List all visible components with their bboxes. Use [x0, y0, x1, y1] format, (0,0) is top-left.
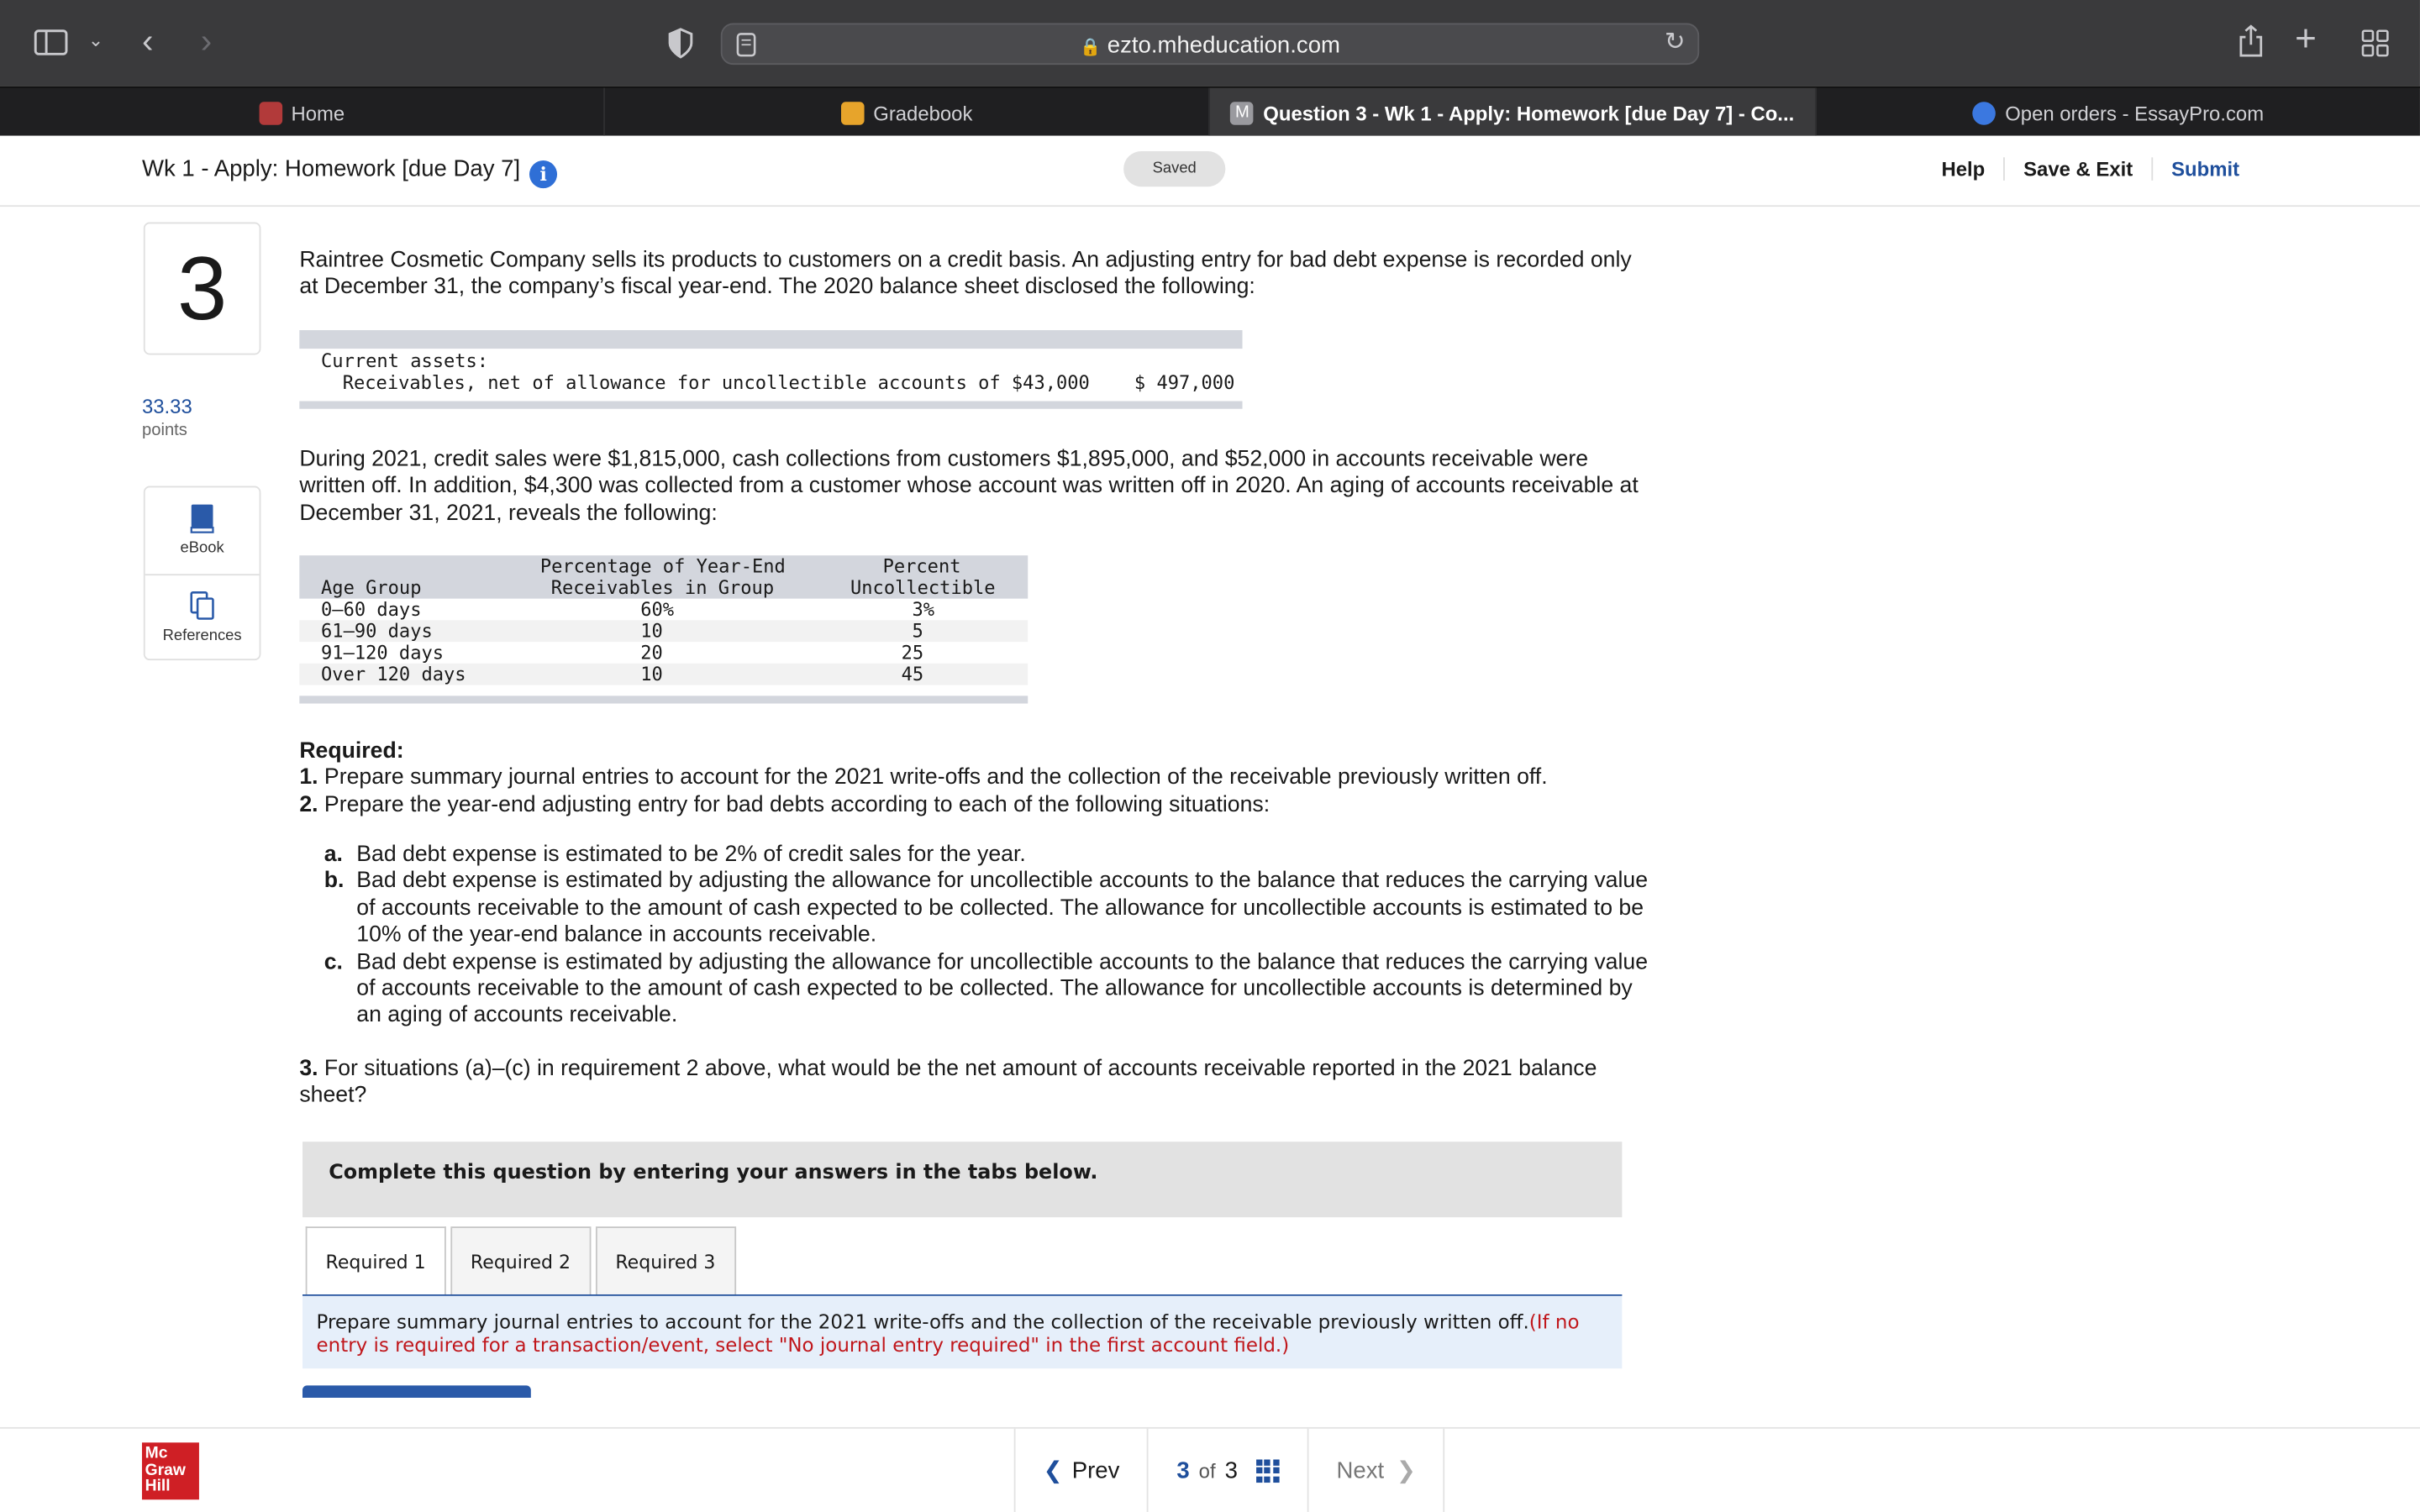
sub-text: Bad debt expense is estimated to be 2% of credit sales for the year.: [356, 842, 1026, 868]
pagination: [1014, 1429, 1445, 1512]
required-1: [299, 766, 1642, 793]
table-row: [299, 664, 1028, 685]
bs-line1: Current assets:: [321, 349, 489, 372]
aging-group: 0–60 days: [321, 598, 422, 621]
points-value: 33.33: [141, 395, 192, 418]
tab-gradebook[interactable]: [605, 88, 1210, 138]
references-button[interactable]: [145, 574, 260, 660]
aging-pct: 20: [640, 642, 663, 664]
page-of: of: [1198, 1458, 1216, 1483]
resource-rail: [144, 486, 261, 661]
grid-icon[interactable]: [1256, 1459, 1280, 1483]
tab-label: Gradebook: [873, 101, 973, 124]
assignment-title: [142, 156, 557, 189]
tab-label: Home: [291, 101, 345, 124]
aging-table: [299, 555, 1028, 703]
aging-uncoll: 25: [901, 642, 924, 664]
prev-button[interactable]: [1014, 1429, 1148, 1512]
info-icon[interactable]: i: [529, 160, 557, 188]
table-row: [299, 599, 1028, 621]
required-2: [299, 793, 1642, 820]
submit-link[interactable]: Submit: [2151, 157, 2258, 181]
sidebar-toggle-icon[interactable]: [34, 29, 67, 55]
complete-banner: Complete this question by entering your answers in the tabs below.: [302, 1142, 1622, 1217]
list-item: [324, 950, 1652, 1031]
sub-text: Bad debt expense is estimated by adjusting the allowance for uncollectible accounts to the balance that reduces the carrying value of accounts receivable to the amount of cash expected to be collected. The allowance for uncollectible accounts is determined by an aging of accounts receivable.: [356, 949, 1649, 1029]
tab-question-3[interactable]: [1210, 88, 1817, 138]
aging-uncoll: 45: [901, 663, 924, 685]
assignment-title-text: Wk 1 - Apply: Homework [due Day 7]: [141, 155, 521, 182]
bs-line2: Receivables, net of allowance for uncollectible accounts of $43,000: [342, 371, 1090, 394]
table-row: [299, 372, 1242, 394]
bs-value: $ 497,000: [1134, 371, 1235, 394]
assignment-header: [0, 136, 2420, 207]
logo-line: Graw: [145, 1460, 186, 1479]
aging-col3-header-b: Uncollectible: [850, 576, 996, 599]
aging-uncoll: 5: [912, 620, 923, 643]
lock-icon: 🔒: [1079, 38, 1102, 57]
aging-pct: 60%: [640, 598, 675, 621]
aging-group: 61–90 days: [321, 620, 433, 643]
aging-group: 91–120 days: [321, 642, 445, 664]
logo-line: Mc: [145, 1444, 168, 1463]
tab-essaypro[interactable]: [1817, 88, 2420, 138]
saved-badge: Saved: [1123, 151, 1225, 186]
points-label: points: [141, 421, 187, 440]
book-icon: [188, 503, 216, 534]
mheducation-favicon-icon: M: [1231, 101, 1255, 124]
ebook-label: eBook: [180, 539, 224, 558]
aging-col1-header: Age Group: [321, 576, 422, 599]
table-top-bar: [299, 330, 1242, 349]
req-num: 1.: [299, 765, 318, 791]
next-label: Next: [1336, 1457, 1385, 1483]
required-section: [299, 739, 1642, 820]
tab-label: Question 3 - Wk 1 - Apply: Homework [due Day 7] - Co...: [1263, 101, 1795, 124]
req-num: 3.: [299, 1057, 318, 1082]
points: [142, 395, 192, 439]
required-label: Required:: [299, 738, 404, 764]
question-para2: During 2021, credit sales were $1,815,000, cash collections from customers $1,895,000, and $52,000 in accounts receivable were written off. In addition, $4,300 was collected from a customer whose account was written off in 2020. An aging of accounts receivable at December 31, 2021, reveals the following:: [299, 447, 1639, 526]
reload-icon[interactable]: ↻: [1665, 29, 1686, 56]
ebook-button[interactable]: [145, 487, 260, 574]
table-row: [299, 642, 1028, 664]
sub-text: Bad debt expense is estimated by adjusting the allowance for uncollectible accounts to the balance that reduces the carrying value of accounts receivable to the amount of cash expected to be collected. The allowance for uncollectible accounts is estimated to be 10% of the year-end balance in accounts receivable.: [356, 869, 1649, 948]
aging-col2-header-b: Receivables in Group: [550, 576, 775, 599]
total-pages: 3: [1224, 1457, 1238, 1483]
back-icon[interactable]: ‹: [141, 21, 154, 60]
aging-col3-header-a: Percent: [882, 555, 961, 577]
help-link[interactable]: Help: [1941, 157, 1986, 181]
instruction-note: (If no entry is required for a transaction/event, select "No journal entry required" in the first account field.): [316, 1310, 1580, 1356]
gradebook-favicon-icon: [841, 101, 865, 124]
home-favicon-icon: [259, 101, 282, 124]
sub-letter: b.: [324, 869, 345, 895]
aging-header: [299, 555, 1028, 598]
question-number: 3: [144, 222, 261, 354]
header-actions: [1923, 157, 2258, 181]
essaypro-favicon-icon: [1973, 101, 1996, 124]
prev-label: Prev: [1071, 1457, 1120, 1483]
browser-tabs: [0, 87, 2420, 136]
question-intro: Raintree Cosmetic Company sells its products to customers on a credit basis. An adjusting entry for bad debt expense is recorded only at December 31, the company’s fiscal year-end. The 2020 balance sheet disclosed the following:: [299, 248, 1632, 301]
current-page: 3: [1176, 1457, 1190, 1483]
situations-list: [324, 843, 1652, 1031]
mcgraw-hill-logo: [142, 1442, 199, 1499]
next-button[interactable]: [1307, 1429, 1445, 1512]
tab-required-1[interactable]: Required 1: [306, 1226, 446, 1296]
tab-label: Open orders - EssayPro.com: [2005, 101, 2265, 124]
references-label: References: [162, 627, 242, 645]
req2-text: Prepare the year-end adjusting entry for bad debts according to each of the following situations:: [324, 792, 1270, 818]
table-bottom-bar: [299, 402, 1242, 409]
shield-icon[interactable]: [668, 28, 692, 59]
table-row: [299, 350, 1242, 372]
sub-letter: c.: [324, 949, 343, 975]
references-icon: [188, 591, 216, 622]
required-3: [299, 1057, 1642, 1110]
balance-sheet-table: [299, 330, 1242, 409]
list-item: [324, 843, 1652, 869]
instruction-box: [302, 1296, 1622, 1368]
chevron-left-icon: ❮: [1043, 1457, 1063, 1484]
instruction-text: Prepare summary journal entries to account for the 2021 write-offs and the collection of the receivable previously written off.: [316, 1310, 1529, 1333]
browser-toolbar: [0, 0, 2420, 87]
save-exit-link[interactable]: Save & Exit: [2003, 157, 2151, 181]
required-tabs: [306, 1226, 736, 1296]
share-icon[interactable]: [2238, 24, 2264, 58]
chevron-down-icon[interactable]: ⌄: [87, 29, 104, 51]
aging-uncoll: 3%: [912, 598, 935, 621]
url-text: [723, 29, 1698, 59]
list-item: [324, 869, 1652, 950]
new-tab-icon[interactable]: +: [2295, 18, 2317, 60]
address-bar[interactable]: [721, 24, 1699, 66]
aging-pct: 10: [640, 663, 663, 685]
tab-required-3[interactable]: Required 3: [595, 1226, 735, 1296]
table-bottom-bar: [299, 696, 1028, 703]
journal-worksheet-button[interactable]: [302, 1385, 531, 1398]
forward-icon[interactable]: ›: [200, 21, 213, 60]
tab-home[interactable]: [0, 88, 605, 138]
chevron-right-icon: ❯: [1396, 1457, 1416, 1484]
req3-text: For situations (a)–(c) in requirement 2 above, what would be the net amount of accounts receivable reported in the 2021 balance sheet?: [299, 1057, 1597, 1109]
tab-required-2[interactable]: Required 2: [450, 1226, 591, 1296]
logo-line: Hill: [145, 1476, 171, 1495]
sub-letter: a.: [324, 842, 343, 868]
req1-text: Prepare summary journal entries to account for the 2021 write-offs and the collection of the receivable previously written off.: [324, 765, 1548, 791]
req-num: 2.: [299, 792, 318, 818]
aging-group: Over 120 days: [321, 663, 466, 685]
url-value: ezto.mheducation.com: [1107, 32, 1340, 59]
tab-overview-icon[interactable]: [2361, 29, 2389, 57]
aging-pct: 10: [640, 620, 663, 643]
aging-col2-header-a: Percentage of Year-End: [539, 555, 786, 577]
table-row: [299, 620, 1028, 642]
page-indicator[interactable]: [1147, 1429, 1307, 1512]
